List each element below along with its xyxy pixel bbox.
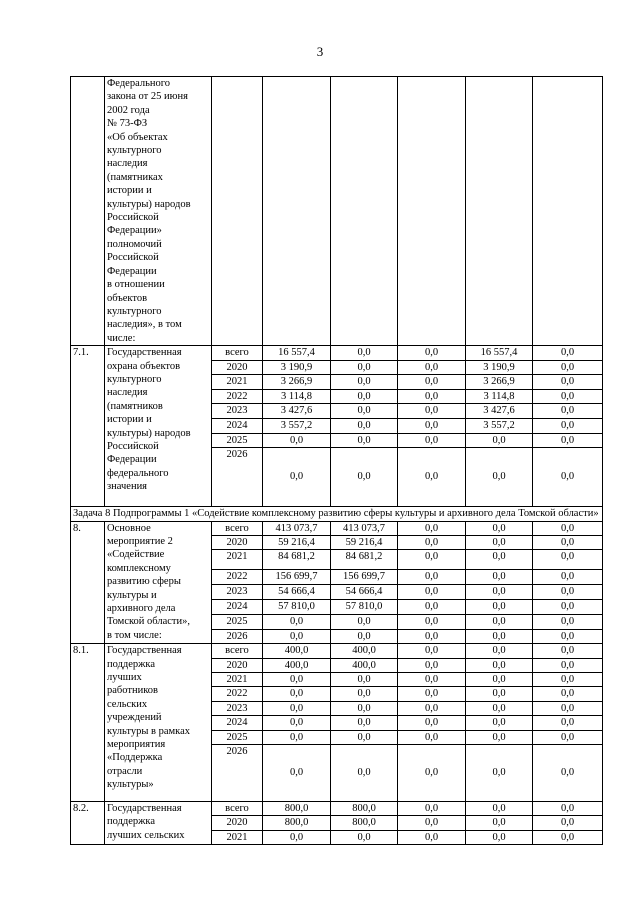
text-line: работников [107,685,158,697]
value-cell: 413 073,7 [331,521,398,535]
value-cell: 3 557,2 [263,419,331,433]
value-cell: 0,0 [398,615,466,629]
year-cell: 2025 [212,433,263,447]
value-cell: 0,0 [466,658,533,672]
measure-name [105,521,212,644]
text-line: Федерации [107,454,157,466]
value-cell: 0,0 [533,730,603,744]
value-cell: 0,0 [398,716,466,730]
value-cell: 0,0 [398,535,466,549]
value-cell: 0,0 [533,346,603,360]
text-line: поддержка [107,658,156,670]
text-line: значения [107,481,148,493]
value-cell: 0,0 [398,570,466,585]
value-cell: 0,0 [398,448,466,507]
value-cell: 0,0 [398,701,466,715]
value-cell: 3 190,9 [466,360,533,374]
text-line: архивного дела [107,603,176,614]
value-cell: 0,0 [466,615,533,629]
value-cell: 3 427,6 [263,404,331,419]
year-cell: 2020 [212,360,263,374]
value-cell: 0,0 [398,816,466,830]
value-cell: 0,0 [398,360,466,374]
item-number: 7.1. [71,346,105,507]
year-cell: 2026 [212,745,263,802]
text-line: «Поддержка [107,752,163,764]
text-line: № 73-ФЗ [107,118,148,130]
value-cell: 0,0 [466,745,533,802]
value-cell: 16 557,4 [263,346,331,360]
value-cell: 57 810,0 [331,600,398,615]
text-line: учреждений [107,712,162,724]
text-line: культуры и [107,589,157,601]
year-cell: 2020 [212,535,263,549]
value-cell: 0,0 [398,830,466,844]
value-cell: 54 666,4 [331,585,398,600]
table-row [71,802,603,816]
year-cell: 2021 [212,673,263,687]
value-cell: 0,0 [533,521,603,535]
value-cell: 0,0 [533,404,603,419]
text-line: комплексному [107,562,171,574]
value-cell: 156 699,7 [263,570,331,585]
value-cell: 0,0 [398,600,466,615]
value-cell: 0,0 [263,687,331,701]
value-cell: 0,0 [331,745,398,802]
value-cell: 0,0 [398,644,466,658]
year-cell: 2023 [212,404,263,419]
value-cell: 800,0 [331,816,398,830]
text-line: поддержка [107,816,156,828]
year-cell: 2022 [212,389,263,403]
value-cell: 156 699,7 [331,570,398,585]
text-line: культуры) народов [107,198,191,210]
value-cell: 0,0 [331,374,398,389]
value-cell: 0,0 [533,658,603,672]
value-cell: 0,0 [398,629,466,643]
value-cell: 0,0 [398,389,466,403]
text-line: (памятниках [107,171,163,183]
value-cell: 0,0 [533,570,603,585]
value-cell: 0,0 [533,673,603,687]
value-cell: 0,0 [398,346,466,360]
value-cell: 3 427,6 [466,404,533,419]
value-cell: 413 073,7 [263,521,331,535]
value-cell: 0,0 [331,419,398,433]
value-cell: 0,0 [398,687,466,701]
text-line: сельских [107,698,148,710]
text-line: охрана объектов [107,360,181,372]
task-row [71,507,603,521]
year-cell: 2023 [212,701,263,715]
financing-table [70,76,603,845]
text-line: культуры в рамках [107,725,190,737]
year-cell: 2022 [212,570,263,585]
year-cell: 2024 [212,716,263,730]
year-cell: всего [212,802,263,816]
table-row [71,77,603,346]
text-line: Государственная [107,803,182,815]
value-cell: 0,0 [331,404,398,419]
value-cell: 800,0 [331,802,398,816]
year-cell: 2026 [212,448,263,507]
value-cell: 59 216,4 [263,535,331,549]
year-cell: 2023 [212,585,263,600]
value-cell: 0,0 [398,433,466,447]
text-line: культурного [107,373,162,385]
value-cell: 0,0 [331,448,398,507]
value-cell: 0,0 [331,360,398,374]
value-cell: 0,0 [398,585,466,600]
value-cell: 0,0 [331,346,398,360]
value-cell: 0,0 [398,404,466,419]
text-line: мероприятия [107,739,166,751]
text-line: Федерации» [107,225,162,237]
value-cell: 54 666,4 [263,585,331,600]
value-cell: 0,0 [533,389,603,403]
value-cell: 0,0 [533,701,603,715]
text-line: наследия [107,387,148,399]
value-cell: 16 557,4 [466,346,533,360]
value-cell: 0,0 [263,730,331,744]
page-number: 3 [316,44,324,59]
year-cell: 2025 [212,615,263,629]
value-cell: 0,0 [533,448,603,507]
text-line: Государственная [107,645,182,657]
value-cell: 0,0 [263,629,331,643]
value-cell: 0,0 [398,802,466,816]
text-line: Российской [107,212,159,224]
year-cell: 2024 [212,419,263,433]
value-cell: 0,0 [263,615,331,629]
value-cell: 0,0 [263,433,331,447]
value-cell: 0,0 [331,615,398,629]
value-cell: 3 557,2 [466,419,533,433]
year-cell: 2022 [212,687,263,701]
value-cell: 0,0 [533,644,603,658]
value-cell: 0,0 [263,830,331,844]
value-cell: 400,0 [331,658,398,672]
value-cell: 0,0 [263,745,331,802]
value-cell: 0,0 [263,448,331,507]
value-cell: 0,0 [533,802,603,816]
value-cell: 0,0 [466,816,533,830]
value-cell: 0,0 [533,360,603,374]
year-cell: 2024 [212,600,263,615]
text-line: в отношении [107,279,165,291]
year-cell: 2021 [212,830,263,844]
value-cell: 3 266,9 [263,374,331,389]
value-cell: 0,0 [398,521,466,535]
value-cell: 0,0 [466,433,533,447]
value-cell: 0,0 [398,745,466,802]
year-cell: всего [212,346,263,360]
value-cell: 0,0 [533,830,603,844]
text-line: Основное [107,522,151,534]
value-cell: 400,0 [263,658,331,672]
value-cell: 0,0 [533,585,603,600]
value-cell: 0,0 [466,687,533,701]
value-cell: 3 266,9 [466,374,533,389]
item-number: 8.1. [71,644,105,802]
year-cell: 2020 [212,816,263,830]
value-cell: 0,0 [466,550,533,570]
value-cell: 0,0 [533,419,603,433]
text-line: «Содействие [107,549,165,561]
value-cell: 0,0 [331,629,398,643]
value-cell: 0,0 [331,830,398,844]
value-cell: 0,0 [466,673,533,687]
value-cell: 0,0 [533,535,603,549]
value-cell: 0,0 [263,701,331,715]
text-line: истории и [107,185,152,197]
value-cell: 0,0 [466,521,533,535]
text-line: истории и [107,414,152,426]
value-cell: 0,0 [533,687,603,701]
year-cell: 2025 [212,730,263,744]
value-cell: 0,0 [398,419,466,433]
value-cell: 0,0 [533,615,603,629]
value-cell: 3 114,8 [263,389,331,403]
value-cell: 0,0 [533,716,603,730]
text-line: культурного [107,305,162,317]
value-cell: 0,0 [398,730,466,744]
value-cell: 0,0 [331,433,398,447]
value-cell: 0,0 [466,535,533,549]
measure-name [105,77,212,346]
value-cell: 0,0 [533,600,603,615]
text-line: числе: [107,332,136,344]
value-cell: 0,0 [398,673,466,687]
value-cell: 0,0 [533,433,603,447]
measure-name [105,644,212,802]
text-line: Российской [107,440,159,452]
value-cell: 400,0 [263,644,331,658]
value-cell: 0,0 [331,687,398,701]
text-line: наследия», в том [107,319,182,331]
value-cell: 800,0 [263,802,331,816]
value-cell: 0,0 [466,629,533,643]
value-cell: 0,0 [466,730,533,744]
text-line: «Об объектах [107,131,168,143]
value-cell: 0,0 [466,448,533,507]
text-line: полномочий [107,238,162,250]
value-cell: 0,0 [263,673,331,687]
year-cell: 2026 [212,629,263,643]
value-cell: 0,0 [466,644,533,658]
text-line: Томской области», [107,616,191,628]
task-title: Задача 8 Подпрограммы 1 «Содействие комплексному развитию сферы культуры и архивного дела Томской области» [71,507,603,521]
value-cell: 0,0 [331,389,398,403]
value-cell: 0,0 [466,701,533,715]
value-cell: 0,0 [533,816,603,830]
year-cell: всего [212,644,263,658]
value-cell: 0,0 [331,673,398,687]
value-cell: 0,0 [466,600,533,615]
year-cell: 2020 [212,658,263,672]
value-cell: 0,0 [533,550,603,570]
value-cell: 0,0 [331,701,398,715]
value-cell: 800,0 [263,816,331,830]
value-cell: 0,0 [533,374,603,389]
text-line: культуры» [107,779,154,791]
text-line: мероприятие 2 [107,535,173,547]
value-cell: 0,0 [466,585,533,600]
value-cell: 0,0 [398,550,466,570]
year-cell: всего [212,521,263,535]
table-row [71,521,603,535]
value-cell: 0,0 [398,374,466,389]
value-cell: 0,0 [533,629,603,643]
table-row [71,644,603,658]
text-line: Федерации [107,265,157,277]
text-line: в том числе: [107,629,162,641]
text-line: 2002 года [107,104,150,116]
text-line: Федерального [107,78,171,89]
value-cell: 0,0 [466,802,533,816]
text-line: лучших [107,672,142,683]
value-cell: 3 114,8 [466,389,533,403]
value-cell: 84 681,2 [263,550,331,570]
value-cell: 0,0 [466,570,533,585]
text-line: (памятников [107,400,163,412]
text-line: культурного [107,145,162,157]
text-line: развитию сферы [107,576,181,588]
text-line: наследия [107,158,148,170]
text-line: отрасли [107,765,143,777]
measure-name [105,802,212,845]
year-cell: 2021 [212,550,263,570]
text-line: культуры) народов [107,427,191,439]
text-line: Российской [107,252,159,264]
value-cell: 59 216,4 [331,535,398,549]
text-line: объектов [107,292,148,304]
text-line: лучших сельских [107,829,185,841]
value-cell: 3 190,9 [263,360,331,374]
text-line: Государственная [107,347,182,359]
measure-name [105,346,212,507]
value-cell: 84 681,2 [331,550,398,570]
year-cell: 2021 [212,374,263,389]
value-cell: 57 810,0 [263,600,331,615]
value-cell: 400,0 [331,644,398,658]
text-line: федерального [107,467,169,479]
value-cell: 0,0 [398,658,466,672]
value-cell: 0,0 [466,830,533,844]
value-cell: 0,0 [466,716,533,730]
table-row [71,346,603,360]
value-cell: 0,0 [533,745,603,802]
text-line: закона от 25 июня [107,91,188,103]
item-number: 8.2. [71,802,105,845]
item-number: 8. [71,521,105,644]
value-cell: 0,0 [263,716,331,730]
value-cell: 0,0 [331,730,398,744]
value-cell: 0,0 [331,716,398,730]
